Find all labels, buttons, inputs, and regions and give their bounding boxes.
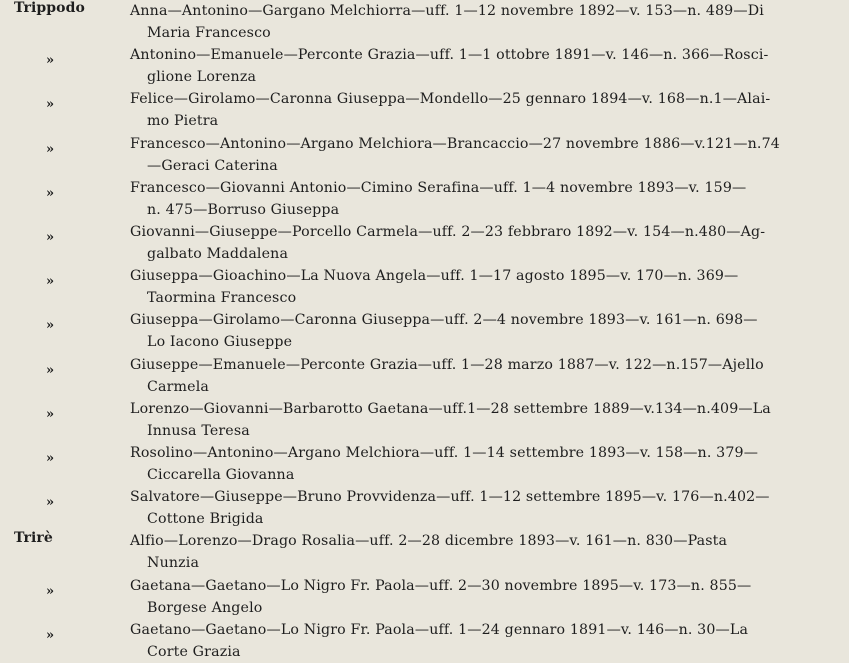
entry-line-2: Ciccarella Giovanna bbox=[147, 467, 295, 483]
ditto-marker: » bbox=[46, 362, 55, 378]
entry-line-1: Gaetano—Gaetano—Lo Nigro Fr. Paola—uff. 1—24 gennaro 1891—v. 146—n. 30—La bbox=[130, 621, 749, 638]
ditto-marker: » bbox=[46, 495, 55, 511]
entry-line-2: n. 475—Borruso Giuseppa bbox=[147, 201, 340, 218]
ditto-marker: » bbox=[46, 627, 55, 643]
entry-text bbox=[0, 177, 746, 221]
entry-line-2: Taormina Francesco bbox=[147, 290, 297, 307]
entry-text bbox=[0, 486, 770, 530]
entry-surname: Trippodo bbox=[14, 0, 85, 16]
entry-line-2: Borgese Angelo bbox=[147, 599, 263, 616]
entry-text bbox=[0, 88, 770, 132]
ditto-marker: » bbox=[46, 141, 55, 157]
entry-line-1: Francesco—Giovanni Antonio—Cimino Serafina—uff. 1—4 novembre 1893—v. 159— bbox=[130, 179, 747, 196]
cut-off-next-entry bbox=[0, 654, 849, 662]
ditto-marker: » bbox=[46, 230, 55, 245]
entry-line-2: Cottone Brigida bbox=[147, 511, 264, 528]
entry-line-1: Salvatore—Giuseppe—Bruno Provvidenza—uff. 1—12 settembre 1895—v. 176—n.402— bbox=[130, 489, 770, 506]
entry-line-2: galbato Maddalena bbox=[147, 246, 289, 262]
ditto-marker: » bbox=[46, 274, 55, 290]
entry-line-1: Antonino—Emanuele—Perconte Grazia—uff. 1—1 ottobre 1891—v. 146—n. 366—Rosci- bbox=[130, 47, 769, 64]
entry-line-2: —Geraci Caterina bbox=[147, 157, 278, 174]
entry-line-1: Rosolino—Antonino—Argano Melchiora—uff. 1—14 settembre 1893—v. 158—n. 379— bbox=[130, 445, 759, 461]
entry-line-1: Lorenzo—Giovanni—Barbarotto Gaetana—uff.1—28 settembre 1889—v.134—n.409—La bbox=[130, 400, 771, 417]
entry-line-1: Alfio—Lorenzo—Drago Rosalia—uff. 2—28 dicembre 1893—v. 161—n. 830—Pasta bbox=[130, 533, 728, 550]
entry-line-2: mo Pietra bbox=[147, 113, 219, 130]
entry-text bbox=[0, 0, 764, 44]
entry-line-2: Lo Iacono Giuseppe bbox=[147, 334, 293, 351]
entry-text bbox=[0, 44, 768, 88]
entry-text bbox=[0, 265, 738, 309]
entry-text bbox=[0, 133, 780, 177]
entry-line-1: Francesco—Antonino—Argano Melchiora—Brancaccio—27 novembre 1886—v.121—n.74 bbox=[130, 135, 780, 152]
ditto-marker: » bbox=[46, 53, 55, 69]
entry-text bbox=[0, 530, 727, 574]
entry-line-1: Giuseppe—Emanuele—Perconte Grazia—uff. 1—28 marzo 1887—v. 122—n.157—Ajello bbox=[130, 356, 764, 373]
ditto-marker: » bbox=[46, 318, 55, 334]
entry-line-2: Maria Francesco bbox=[147, 25, 271, 41]
entry-text bbox=[0, 575, 751, 619]
entry-text bbox=[0, 398, 771, 442]
ditto-marker: » bbox=[46, 406, 55, 422]
entry-text bbox=[0, 309, 758, 353]
entry-surname: Trirè bbox=[14, 530, 53, 547]
entry-line-1: Felice—Girolamo—Caronna Giuseppa—Mondello—25 gennaro 1894—v. 168—n.1—Alai- bbox=[130, 91, 771, 108]
entry-line-1: Giovanni—Giuseppe—Porcello Carmela—uff. 2—23 febbraro 1892—v. 154—n.480—Ag- bbox=[130, 224, 766, 240]
entry-text bbox=[0, 354, 764, 398]
entry-line-1: Giuseppa—Gioachino—La Nuova Angela—uff. 1—17 agosto 1895—v. 170—n. 369— bbox=[130, 268, 739, 285]
entry-text bbox=[0, 442, 758, 486]
ditto-marker: » bbox=[46, 451, 55, 466]
ditto-marker: » bbox=[46, 583, 55, 599]
entry-line-2: Nunzia bbox=[147, 555, 200, 572]
entry-line-2: Corte Grazia bbox=[147, 643, 241, 660]
entry-line-2: Innusa Teresa bbox=[147, 422, 250, 439]
entry-line-1: Anna—Antonino—Gargano Melchiorra—uff. 1—12 novembre 1892—v. 153—n. 489—Di bbox=[130, 3, 764, 19]
entry-line-2: Carmela bbox=[147, 378, 209, 395]
entry-line-2: glione Lorenza bbox=[147, 69, 257, 86]
entry-text bbox=[0, 221, 765, 265]
entry-line-1: Gaetana—Gaetano—Lo Nigro Fr. Paola—uff. 2—30 novembre 1895—v. 173—n. 855— bbox=[130, 577, 752, 594]
ditto-marker: » bbox=[46, 185, 55, 201]
ditto-marker: » bbox=[46, 97, 55, 113]
entry-line-1: Giuseppa—Girolamo—Caronna Giuseppa—uff. 2—4 novembre 1893—v. 161—n. 698— bbox=[130, 312, 758, 329]
